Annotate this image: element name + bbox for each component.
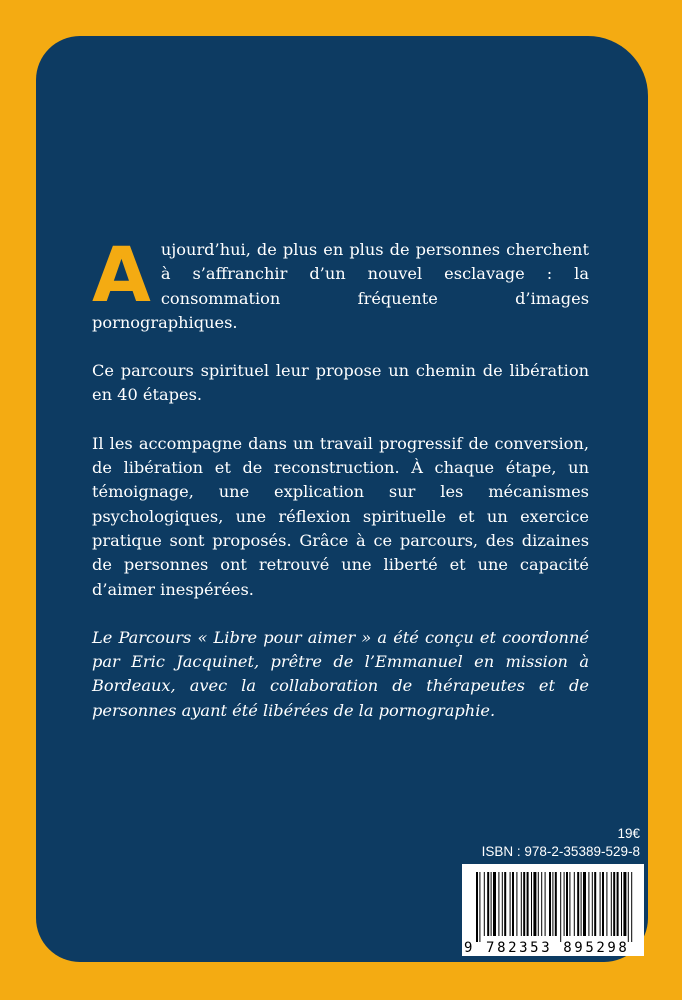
barcode-bar [592, 872, 593, 936]
barcode-bar [581, 872, 582, 936]
barcode-bar [523, 872, 525, 936]
barcode-bar [606, 872, 607, 936]
barcode-bar [479, 872, 480, 942]
barcode-bars [462, 864, 644, 944]
barcode-bar [521, 872, 522, 936]
barcode-bar [588, 872, 589, 936]
barcode-bar [476, 872, 478, 942]
paragraph-journey: Ce parcours spirituel leur propose un chemin de libération en 40 étapes. [92, 361, 589, 405]
back-cover-text [92, 230, 589, 747]
barcode-bar [600, 872, 601, 936]
barcode [462, 864, 644, 956]
barcode-digits: 9 782353 895298 [464, 940, 630, 956]
barcode-bar [621, 872, 622, 936]
barcode-bar [560, 872, 561, 942]
barcode-bar [527, 872, 529, 936]
drop-cap: A [92, 230, 151, 319]
paragraph-steps: Il les accompagne dans un travail progressif de conversion, de libération et de reconstruction. À chaque étape, un témoignage, une explication sur les mécanismes psychologiques, une réflexion spirituelle et un exercice pratique sont proposés. Grâce à ce parcours, des dizaines de personnes ont retrouvé une liberté et une capacité d’aimer inespérées. [92, 433, 589, 599]
barcode-bar [498, 872, 499, 936]
barcode-bar [533, 872, 536, 936]
barcode-bar [504, 872, 506, 936]
barcode-bar [491, 872, 492, 936]
barcode-bar [574, 872, 575, 936]
barcode-bar [493, 872, 496, 936]
barcode-bar [602, 872, 604, 936]
barcode-bar [549, 872, 551, 936]
barcode-bar [631, 872, 632, 942]
isbn-label: ISBN : 978-2-35389-529-8 [481, 844, 640, 859]
barcode-bar [583, 872, 586, 936]
barcode-bar [538, 872, 539, 936]
barcode-bar [487, 872, 489, 936]
barcode-bar [611, 872, 612, 936]
barcode-bar [569, 872, 570, 936]
barcode-bar [552, 872, 553, 936]
barcode-bar [484, 872, 485, 936]
barcode-bar [531, 872, 532, 936]
barcode-bar [613, 872, 615, 936]
barcode-bar [617, 872, 619, 936]
barcode-bar [541, 872, 542, 936]
intro-text: ujourd’hui, de plus en plus de personnes cherchent à s’affranchir d’un nouvel esclavage : la consommation fréquente d’images pornographiques. [92, 240, 589, 332]
barcode-bar [564, 872, 565, 936]
barcode-bar [510, 872, 511, 936]
paragraph-author: Le Parcours « Libre pour aimer » a été conçu et coordonné par Eric Jacquinet, prêtre de l’Emmanuel en mission à Bordeaux, avec la collaboration de thérapeutes et de personnes ayant été libérées de la pornographie. [92, 627, 589, 720]
barcode-bar [628, 872, 629, 942]
barcode-bar [594, 872, 596, 936]
intro-paragraph [92, 230, 589, 335]
barcode-bar [566, 872, 568, 936]
barcode-bar [623, 872, 626, 936]
barcode-bar [512, 872, 514, 936]
barcode-bar [502, 872, 503, 936]
barcode-bar [555, 872, 557, 936]
barcode-bar [545, 872, 546, 936]
barcode-bar [577, 872, 579, 936]
barcode-bar [516, 872, 517, 936]
price-label: 19€ [617, 826, 640, 841]
